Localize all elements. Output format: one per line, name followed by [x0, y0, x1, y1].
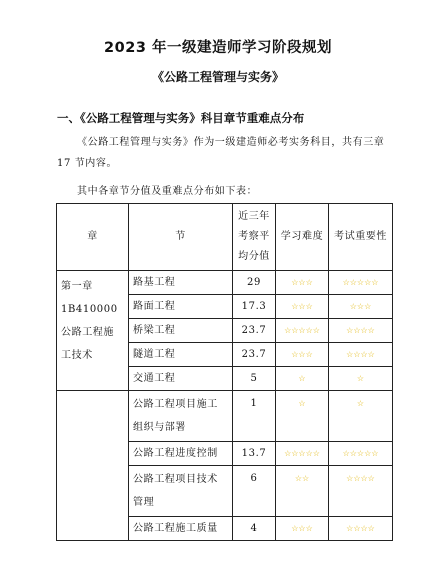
header-difficulty: 学习难度	[276, 204, 329, 271]
table-row	[57, 271, 393, 295]
score-cell: 5	[233, 367, 276, 391]
intro-paragraph: 《公路工程管理与实务》作为一级建造师必考实务科目，共有三章 17 节内容。	[57, 137, 385, 169]
difficulty-stars: ☆☆☆	[276, 271, 329, 295]
table-intro-paragraph: 其中各章节分值及重难点分布如下表：	[77, 186, 258, 197]
chapter-cell: 第一章 1B410000 公路工程施工技术	[57, 271, 129, 391]
score-cell: 6	[233, 466, 276, 517]
section-cell: 公路工程项目施工组织与部署	[129, 391, 233, 442]
score-cell: 29	[233, 271, 276, 295]
score-cell: 17.3	[233, 295, 276, 319]
header-importance: 考试重要性	[329, 204, 393, 271]
header-avg-score: 近三年考察平均分值	[233, 204, 276, 271]
section-cell: 公路工程进度控制	[129, 442, 233, 466]
header-section: 节	[129, 204, 233, 271]
score-cell: 23.7	[233, 343, 276, 367]
importance-stars: ☆☆☆☆	[329, 466, 393, 517]
score-cell: 4	[233, 517, 276, 541]
score-cell: 23.7	[233, 319, 276, 343]
score-cell: 13.7	[233, 442, 276, 466]
section-cell: 交通工程	[129, 367, 233, 391]
section-cell: 公路工程项目技术管理	[129, 466, 233, 517]
difficulty-stars: ☆☆☆	[276, 517, 329, 541]
section-cell: 隧道工程	[129, 343, 233, 367]
subject-subtitle: 《公路工程管理与实务》	[151, 70, 284, 84]
difficulty-stars: ☆☆☆	[276, 295, 329, 319]
section-cell: 路基工程	[129, 271, 233, 295]
section-cell: 路面工程	[129, 295, 233, 319]
chapter-score-table	[56, 203, 393, 541]
difficulty-stars: ☆☆☆☆☆	[276, 319, 329, 343]
section-heading: 一、《公路工程管理与实务》科目章节重难点分布	[57, 111, 305, 125]
header-chapter: 章	[57, 204, 129, 271]
difficulty-stars: ☆	[276, 391, 329, 442]
importance-stars: ☆	[329, 391, 393, 442]
section-cell: 桥梁工程	[129, 319, 233, 343]
importance-stars: ☆☆☆☆☆	[329, 271, 393, 295]
section-cell: 公路工程施工质量	[129, 517, 233, 541]
difficulty-stars: ☆☆	[276, 466, 329, 517]
difficulty-stars: ☆☆☆	[276, 343, 329, 367]
chapter-cell-empty	[57, 391, 129, 541]
document-title: 2023 年一级建造师学习阶段规划	[104, 40, 332, 56]
importance-stars: ☆☆☆☆	[329, 319, 393, 343]
importance-stars: ☆☆☆☆	[329, 517, 393, 541]
importance-stars: ☆☆☆	[329, 295, 393, 319]
importance-stars: ☆☆☆☆☆	[329, 442, 393, 466]
table-header-row	[57, 204, 393, 271]
importance-stars: ☆☆☆☆	[329, 343, 393, 367]
score-cell: 1	[233, 391, 276, 442]
importance-stars: ☆	[329, 367, 393, 391]
table-row	[57, 391, 393, 442]
difficulty-stars: ☆	[276, 367, 329, 391]
difficulty-stars: ☆☆☆☆☆	[276, 442, 329, 466]
